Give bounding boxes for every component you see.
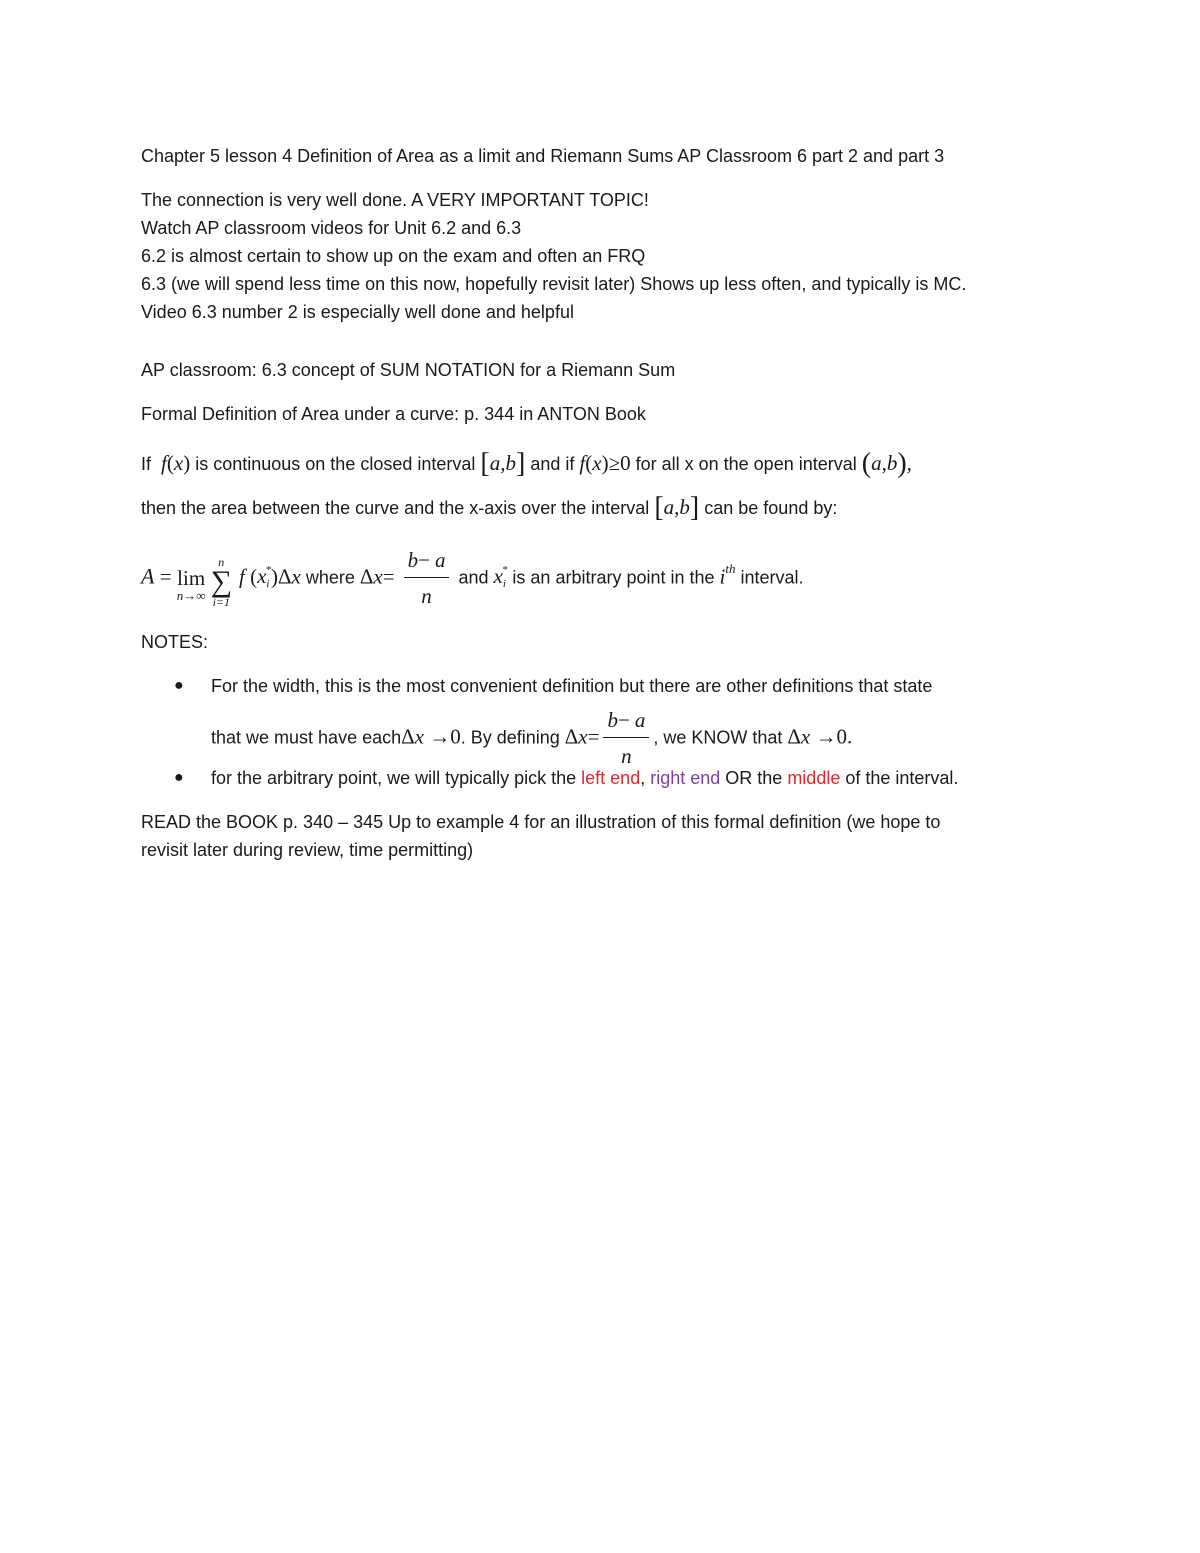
fx-expression: f: [161, 451, 167, 475]
found-by-text: can be found by:: [704, 498, 838, 518]
or-the-text: OR the: [720, 768, 788, 788]
interval-text: interval.: [740, 567, 804, 588]
note-width-text-b: . By defining: [460, 727, 560, 748]
note-delta-x-fraction: $\frac{b- a}{n}$: [603, 708, 649, 769]
condition-line-1: If f(x) is continuous on the closed interval [a,b] and if f(x)≥0 for all x on the open interval (a,b),: [141, 448, 912, 479]
and-if-text: and if: [530, 454, 575, 474]
formal-definition-line: Formal Definition of Area under a curve: p. 344 in ANTON Book: [141, 404, 646, 424]
bullet-icon: ●: [174, 769, 184, 786]
if-text: If: [141, 454, 152, 474]
summation-operator: n ∑ i=1: [210, 554, 232, 609]
intro-line-4: 6.3 (we will spend less time on this now, hopefully revisit later) Shows up less often, and typically is MC.: [141, 274, 967, 294]
page-title: Chapter 5 lesson 4 Definition of Area as a limit and Riemann Sums AP Classroom 6 part 2 and part 3: [141, 146, 945, 166]
note-width-line-1: For the width, this is the most convenient definition but there are other definitions that state: [211, 676, 933, 696]
read-book-line-1: READ the BOOK p. 340 – 345 Up to example 4 for an illustration of this formal definition (we hope to: [141, 812, 941, 832]
notes-list: [141, 672, 1081, 792]
and-text: and: [458, 567, 489, 588]
limit-operator: lim n→∞: [176, 565, 206, 603]
then-text: then the area between the curve and the x-axis over the interval: [141, 498, 650, 518]
left-end-text: left end: [581, 768, 641, 788]
read-book-line-2: revisit later during review, time permitting): [141, 840, 474, 860]
intro-line-3: 6.2 is almost certain to show up on the exam and often an FRQ: [141, 246, 646, 266]
intro-line-1: The connection is very well done. A VERY IMPORTANT TOPIC!: [141, 190, 649, 210]
continuous-text: is continuous on the closed interval: [195, 454, 476, 474]
of-interval-text: of the interval.: [840, 768, 959, 788]
right-end-text: right end: [650, 768, 721, 788]
bullet-icon: ●: [174, 677, 184, 694]
intro-line-5: Video 6.3 number 2 is especially well done and helpful: [141, 302, 574, 322]
arbitrary-text: is an arbitrary point in the: [512, 567, 715, 588]
comma-text: ,: [640, 768, 651, 788]
for-all-text: for all x on the open interval: [635, 454, 857, 474]
note-arbitrary-point: [141, 764, 1081, 792]
note-width-line-2: that we must have eachΔx →0. By defining Δx= $\frac{b- a}{n}$ , we KNOW that Δx →0.: [211, 708, 853, 768]
note-width-text-a: that we must have each: [211, 727, 402, 748]
note-point-text: for the arbitrary point, we will typically pick the: [211, 768, 582, 788]
area-formula: A = lim n→∞ n ∑ i=1 f $(x_i^*)\Delta x$ where Δx= $\frac{b- a}{n}$ and $x_i^*$ is an arbitrary point in the $i^{th}$ interval.: [141, 548, 804, 609]
notes-heading: NOTES:: [141, 632, 209, 652]
note-width-text-c: , we KNOW that: [653, 727, 783, 748]
ap-classroom-line: AP classroom: 6.3 concept of SUM NOTATION for a Riemann Sum: [141, 360, 676, 380]
condition-line-2: then the area between the curve and the x-axis over the interval [a,b] can be found by:: [141, 492, 838, 523]
note-width: [141, 672, 1081, 768]
delta-x-fraction: $\frac{b- a}{n}$: [404, 548, 450, 609]
intro-line-2: Watch AP classroom videos for Unit 6.2 and 6.3: [141, 218, 522, 238]
where-text: where: [305, 567, 355, 588]
middle-text: middle: [787, 768, 841, 788]
